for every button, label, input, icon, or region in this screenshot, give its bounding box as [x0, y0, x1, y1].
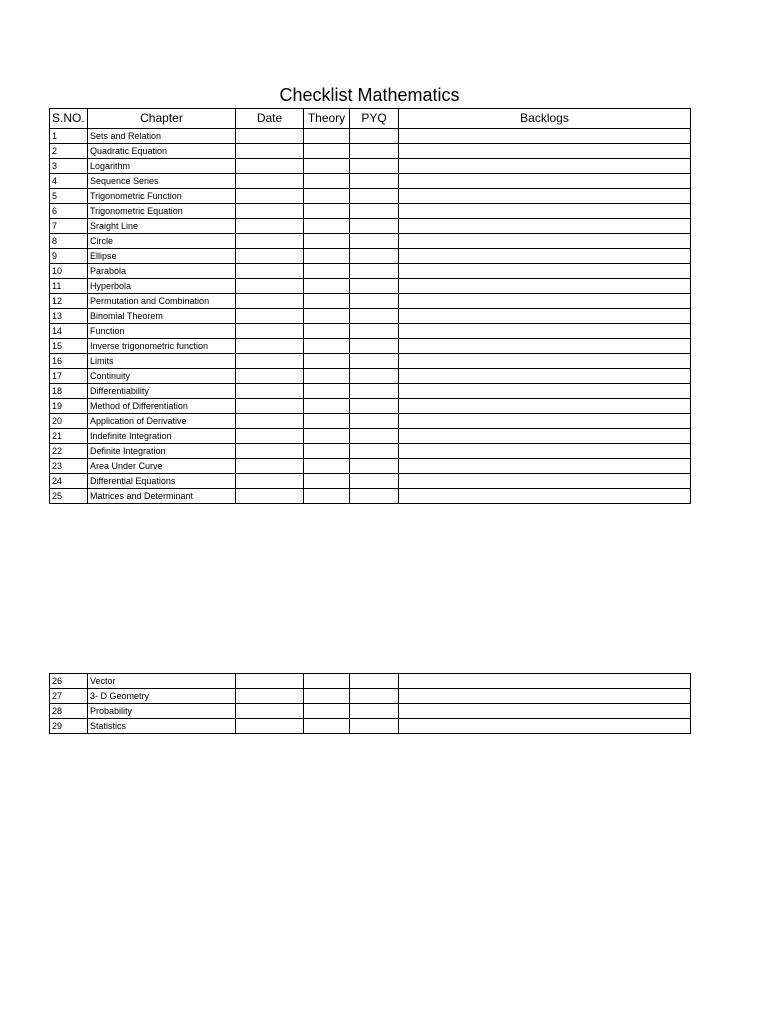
table-row — [50, 129, 691, 144]
backlogs-cell[interactable] — [399, 414, 691, 429]
pyq-cell[interactable] — [350, 174, 399, 189]
pyq-cell[interactable] — [350, 234, 399, 249]
backlogs-cell[interactable] — [399, 429, 691, 444]
pyq-cell[interactable] — [350, 459, 399, 474]
row-chapter: Quadratic Equation — [88, 144, 236, 159]
row-sno: 11 — [50, 279, 88, 294]
pyq-cell[interactable] — [350, 474, 399, 489]
backlogs-cell[interactable] — [399, 219, 691, 234]
theory-cell[interactable] — [304, 719, 350, 734]
date-cell[interactable] — [236, 279, 304, 294]
table-row — [50, 204, 691, 219]
date-cell[interactable] — [236, 414, 304, 429]
table-row — [50, 369, 691, 384]
pyq-cell[interactable] — [350, 399, 399, 414]
backlogs-cell[interactable] — [399, 204, 691, 219]
table-row — [50, 339, 691, 354]
table-row — [50, 144, 691, 159]
pyq-cell[interactable] — [350, 339, 399, 354]
row-sno: 21 — [50, 429, 88, 444]
date-cell[interactable] — [236, 174, 304, 189]
table-row — [50, 384, 691, 399]
pyq-cell[interactable] — [350, 719, 399, 734]
date-cell[interactable] — [236, 234, 304, 249]
theory-cell[interactable] — [304, 384, 350, 399]
row-chapter: Sequence Series — [88, 174, 236, 189]
pyq-cell[interactable] — [350, 324, 399, 339]
backlogs-cell[interactable] — [399, 234, 691, 249]
pyq-cell[interactable] — [350, 444, 399, 459]
theory-cell[interactable] — [304, 204, 350, 219]
backlogs-cell[interactable] — [399, 369, 691, 384]
date-cell[interactable] — [236, 144, 304, 159]
theory-cell[interactable] — [304, 309, 350, 324]
pyq-cell[interactable] — [350, 354, 399, 369]
row-chapter: Hyperbola — [88, 279, 236, 294]
pyq-cell[interactable] — [350, 204, 399, 219]
theory-cell[interactable] — [304, 489, 350, 504]
date-cell[interactable] — [236, 429, 304, 444]
theory-cell[interactable] — [304, 294, 350, 309]
row-sno: 2 — [50, 144, 88, 159]
theory-cell[interactable] — [304, 459, 350, 474]
row-sno: 12 — [50, 294, 88, 309]
row-chapter: 3- D Geometry — [88, 689, 236, 704]
date-cell[interactable] — [236, 204, 304, 219]
table-row — [50, 189, 691, 204]
row-sno: 16 — [50, 354, 88, 369]
pyq-cell[interactable] — [350, 689, 399, 704]
row-sno: 26 — [50, 674, 88, 689]
date-cell[interactable] — [236, 399, 304, 414]
date-cell[interactable] — [236, 324, 304, 339]
table-row — [50, 429, 691, 444]
row-sno: 27 — [50, 689, 88, 704]
table-row — [50, 674, 691, 689]
row-chapter: Inverse trigonometric function — [88, 339, 236, 354]
date-cell[interactable] — [236, 384, 304, 399]
date-cell[interactable] — [236, 339, 304, 354]
backlogs-cell[interactable] — [399, 674, 691, 689]
pyq-cell[interactable] — [350, 429, 399, 444]
row-chapter: Ellipse — [88, 249, 236, 264]
row-chapter: Differentiability — [88, 384, 236, 399]
row-sno: 24 — [50, 474, 88, 489]
backlogs-cell[interactable] — [399, 339, 691, 354]
date-cell[interactable] — [236, 474, 304, 489]
row-chapter: Area Under Curve — [88, 459, 236, 474]
table-row — [50, 414, 691, 429]
table-row — [50, 704, 691, 719]
backlogs-cell[interactable] — [399, 399, 691, 414]
theory-cell[interactable] — [304, 144, 350, 159]
pyq-cell[interactable] — [350, 129, 399, 144]
date-cell[interactable] — [236, 354, 304, 369]
pyq-cell[interactable] — [350, 144, 399, 159]
theory-cell[interactable] — [304, 369, 350, 384]
backlogs-cell[interactable] — [399, 189, 691, 204]
row-chapter: Differential Equations — [88, 474, 236, 489]
backlogs-cell[interactable] — [399, 264, 691, 279]
row-sno: 17 — [50, 369, 88, 384]
date-cell[interactable] — [236, 189, 304, 204]
backlogs-cell[interactable] — [399, 279, 691, 294]
row-chapter: Permutation and Combination — [88, 294, 236, 309]
theory-cell[interactable] — [304, 399, 350, 414]
theory-cell[interactable] — [304, 264, 350, 279]
row-sno: 29 — [50, 719, 88, 734]
table-row — [50, 489, 691, 504]
pyq-cell[interactable] — [350, 279, 399, 294]
backlogs-cell[interactable] — [399, 489, 691, 504]
table-row — [50, 719, 691, 734]
table-row — [50, 324, 691, 339]
header-theory: Theory — [304, 109, 350, 129]
table-row — [50, 459, 691, 474]
pyq-cell[interactable] — [350, 414, 399, 429]
date-cell[interactable] — [236, 294, 304, 309]
table-row — [50, 294, 691, 309]
theory-cell[interactable] — [304, 429, 350, 444]
date-cell[interactable] — [236, 444, 304, 459]
backlogs-cell[interactable] — [399, 354, 691, 369]
row-sno: 23 — [50, 459, 88, 474]
header-backlogs: Backlogs — [399, 109, 691, 129]
theory-cell[interactable] — [304, 129, 350, 144]
row-chapter: Definite Integration — [88, 444, 236, 459]
pyq-cell[interactable] — [350, 309, 399, 324]
backlogs-cell[interactable] — [399, 174, 691, 189]
row-chapter: Parabola — [88, 264, 236, 279]
pyq-cell[interactable] — [350, 189, 399, 204]
date-cell[interactable] — [236, 129, 304, 144]
row-chapter: Method of Differentiation — [88, 399, 236, 414]
row-chapter: Application of Derivative — [88, 414, 236, 429]
theory-cell[interactable] — [304, 189, 350, 204]
date-cell[interactable] — [236, 459, 304, 474]
header-sno: S.NO. — [50, 109, 88, 129]
row-chapter: Function — [88, 324, 236, 339]
pyq-cell[interactable] — [350, 704, 399, 719]
row-sno: 13 — [50, 309, 88, 324]
date-cell[interactable] — [236, 704, 304, 719]
table-row — [50, 354, 691, 369]
pyq-cell[interactable] — [350, 674, 399, 689]
checklist-table-continued — [49, 673, 691, 734]
row-sno: 8 — [50, 234, 88, 249]
row-sno: 7 — [50, 219, 88, 234]
row-chapter: Logarithm — [88, 159, 236, 174]
table-row — [50, 279, 691, 294]
pyq-cell[interactable] — [350, 369, 399, 384]
theory-cell[interactable] — [304, 249, 350, 264]
backlogs-cell[interactable] — [399, 719, 691, 734]
pyq-cell[interactable] — [350, 489, 399, 504]
row-sno: 5 — [50, 189, 88, 204]
date-cell[interactable] — [236, 219, 304, 234]
date-cell[interactable] — [236, 719, 304, 734]
pyq-cell[interactable] — [350, 294, 399, 309]
header-date: Date — [236, 109, 304, 129]
theory-cell[interactable] — [304, 354, 350, 369]
backlogs-cell[interactable] — [399, 459, 691, 474]
theory-cell[interactable] — [304, 159, 350, 174]
pyq-cell[interactable] — [350, 264, 399, 279]
date-cell[interactable] — [236, 159, 304, 174]
row-chapter: Trigonometric Function — [88, 189, 236, 204]
row-chapter: Indefinite Integration — [88, 429, 236, 444]
date-cell[interactable] — [236, 369, 304, 384]
theory-cell[interactable] — [304, 689, 350, 704]
header-chapter: Chapter — [88, 109, 236, 129]
backlogs-cell[interactable] — [399, 689, 691, 704]
theory-cell[interactable] — [304, 444, 350, 459]
theory-cell[interactable] — [304, 234, 350, 249]
table-row — [50, 174, 691, 189]
backlogs-cell[interactable] — [399, 444, 691, 459]
page-title: Checklist Mathematics — [279, 85, 460, 105]
row-sno: 25 — [50, 489, 88, 504]
row-sno: 10 — [50, 264, 88, 279]
row-chapter: Limits — [88, 354, 236, 369]
checklist-table — [49, 108, 691, 504]
backlogs-cell[interactable] — [399, 159, 691, 174]
row-sno: 22 — [50, 444, 88, 459]
date-cell[interactable] — [236, 674, 304, 689]
theory-cell[interactable] — [304, 174, 350, 189]
row-sno: 3 — [50, 159, 88, 174]
row-sno: 9 — [50, 249, 88, 264]
header-row — [50, 109, 691, 129]
row-chapter: Sraight Line — [88, 219, 236, 234]
row-chapter: Vector — [88, 674, 236, 689]
row-sno: 18 — [50, 384, 88, 399]
theory-cell[interactable] — [304, 674, 350, 689]
table-row — [50, 249, 691, 264]
row-chapter: Binomial Theorem — [88, 309, 236, 324]
table-row — [50, 689, 691, 704]
row-chapter: Circle — [88, 234, 236, 249]
table-row — [50, 474, 691, 489]
table-row — [50, 159, 691, 174]
pyq-cell[interactable] — [350, 249, 399, 264]
row-chapter: Trigonometric Equation — [88, 204, 236, 219]
pyq-cell[interactable] — [350, 384, 399, 399]
table-row — [50, 264, 691, 279]
theory-cell[interactable] — [304, 339, 350, 354]
backlogs-cell[interactable] — [399, 129, 691, 144]
row-chapter: Sets and Relation — [88, 129, 236, 144]
theory-cell[interactable] — [304, 219, 350, 234]
backlogs-cell[interactable] — [399, 294, 691, 309]
backlogs-cell[interactable] — [399, 324, 691, 339]
backlogs-cell[interactable] — [399, 474, 691, 489]
backlogs-cell[interactable] — [399, 309, 691, 324]
date-cell[interactable] — [236, 264, 304, 279]
theory-cell[interactable] — [304, 704, 350, 719]
backlogs-cell[interactable] — [399, 249, 691, 264]
pyq-cell[interactable] — [350, 219, 399, 234]
table-row — [50, 309, 691, 324]
row-sno: 19 — [50, 399, 88, 414]
row-sno: 14 — [50, 324, 88, 339]
theory-cell[interactable] — [304, 414, 350, 429]
table-row — [50, 399, 691, 414]
row-chapter: Matrices and Determinant — [88, 489, 236, 504]
table-row — [50, 234, 691, 249]
theory-cell[interactable] — [304, 474, 350, 489]
row-chapter: Probability — [88, 704, 236, 719]
table-row — [50, 444, 691, 459]
row-chapter: Statistics — [88, 719, 236, 734]
backlogs-cell[interactable] — [399, 384, 691, 399]
date-cell[interactable] — [236, 689, 304, 704]
row-sno: 15 — [50, 339, 88, 354]
row-chapter: Continuity — [88, 369, 236, 384]
backlogs-cell[interactable] — [399, 144, 691, 159]
row-sno: 4 — [50, 174, 88, 189]
row-sno: 20 — [50, 414, 88, 429]
backlogs-cell[interactable] — [399, 704, 691, 719]
date-cell[interactable] — [236, 489, 304, 504]
pyq-cell[interactable] — [350, 159, 399, 174]
theory-cell[interactable] — [304, 279, 350, 294]
table-row — [50, 219, 691, 234]
date-cell[interactable] — [236, 249, 304, 264]
date-cell[interactable] — [236, 309, 304, 324]
row-sno: 1 — [50, 129, 88, 144]
row-sno: 28 — [50, 704, 88, 719]
row-sno: 6 — [50, 204, 88, 219]
header-pyq: PYQ — [350, 109, 399, 129]
theory-cell[interactable] — [304, 324, 350, 339]
